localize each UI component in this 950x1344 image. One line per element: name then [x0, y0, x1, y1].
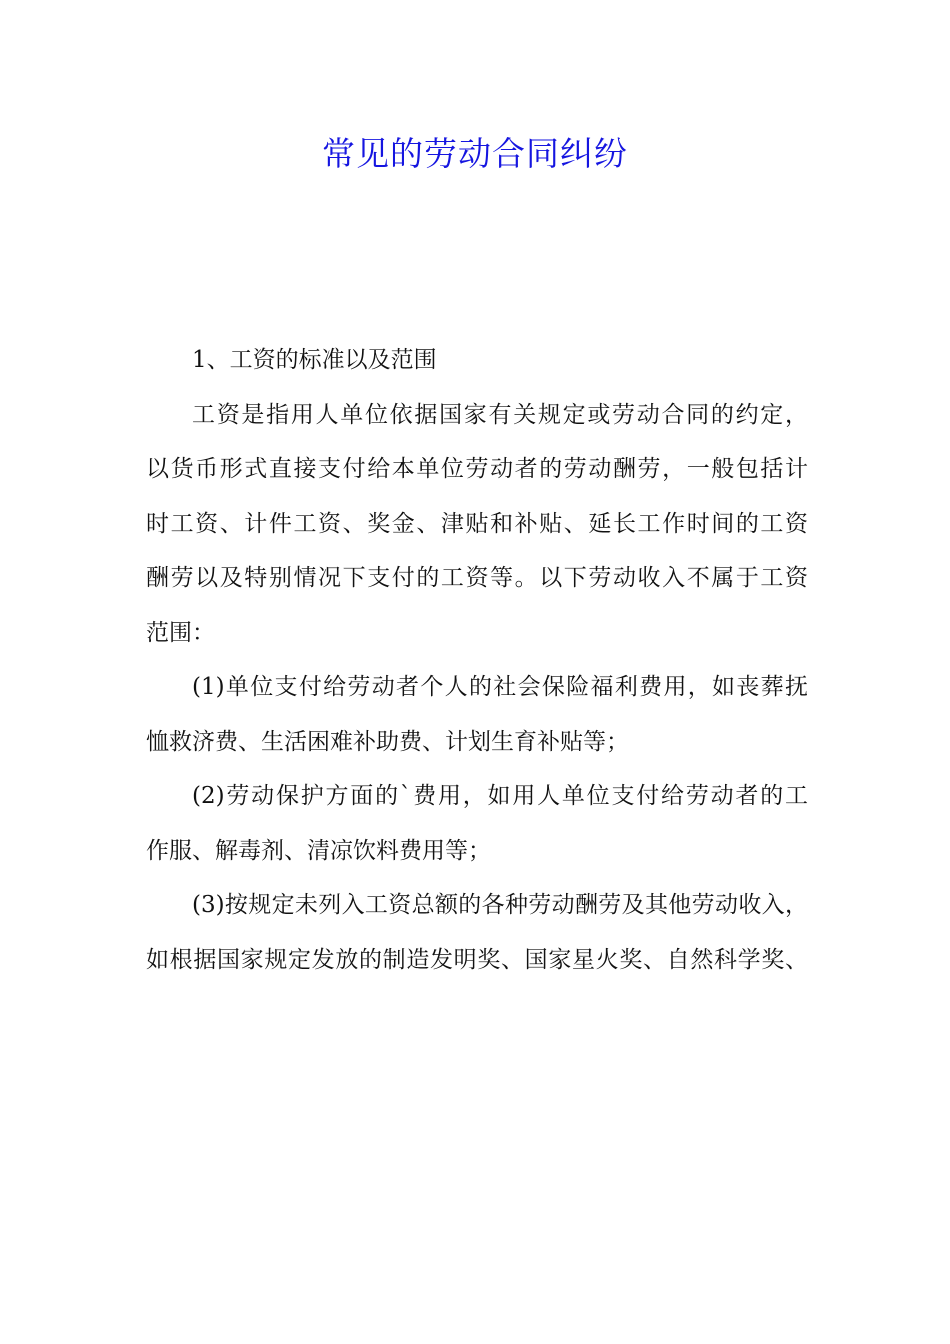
- paragraph-line: 范围：: [146, 619, 215, 646]
- document-body: [146, 333, 808, 987]
- paragraph-line: (3)按规定未列入工资总额的各种劳动酬劳及其他劳动收入，: [192, 892, 808, 918]
- paragraph-line: 恤救济费、生活困难补助费、计划生育补贴等；: [146, 728, 629, 755]
- paragraph-line: 工资是指用人单位依据国家有关规定或劳动合同的约定，: [192, 401, 808, 428]
- document-title: 常见的劳动合同纠纷: [322, 134, 628, 173]
- paragraph-line: 时工资、计件工资、奖金、津贴和补贴、延长工作时间的工资: [146, 510, 808, 537]
- paragraph-line: 以货币形式直接支付给本单位劳动者的劳动酬劳，一般包括计: [146, 456, 808, 482]
- paragraph-line: 酬劳以及特别情况下支付的工资等。以下劳动收入不属于工资: [146, 565, 808, 591]
- paragraph-line: 如根据国家规定发放的制造发明奖、国家星火奖、自然科学奖、: [146, 946, 808, 973]
- paragraph-line: (2)劳动保护方面的`费用，如用人单位支付给劳动者的工: [192, 783, 808, 809]
- paragraph-line: 作服、解毒剂、清凉饮料费用等；: [146, 837, 491, 864]
- section-heading: 1、工资的标准以及范围: [192, 347, 437, 373]
- paragraph-line: (1)单位支付给劳动者个人的社会保险福利费用，如丧葬抚: [192, 674, 808, 700]
